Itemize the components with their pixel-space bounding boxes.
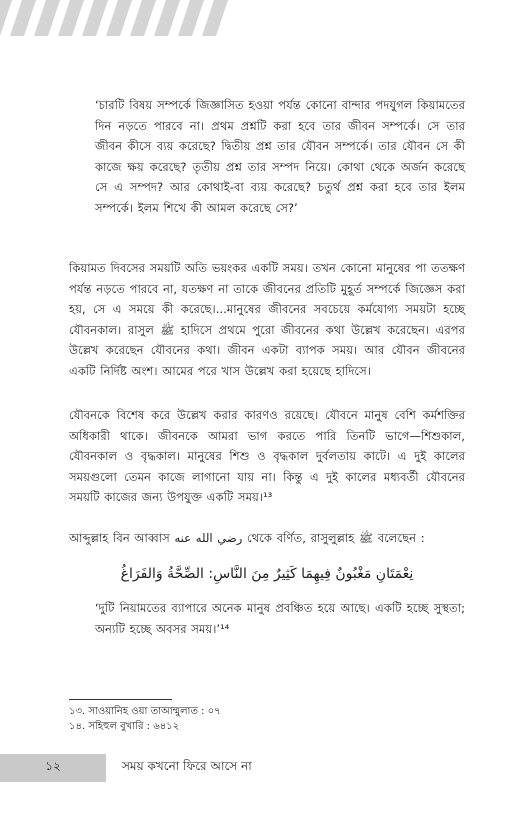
running-head: সময় কখনো ফিরে আসে না [122,759,252,773]
arabic-hadith: نِعْمَتَانِ مَغْبُونٌ فِيهِمَا كَثِيرٌ مِنَ النَّاسِ: الصِّحَّةُ وَالفَرَاغُ [120,566,414,582]
paragraph-3: আব্দুল্লাহ বিন আব্বাস رضي الله عنه থেকে বর্ণিত, রাসুলুল্লাহ ﷺ বলেছেন : [69,531,425,545]
page-footer [0,754,528,782]
paragraph-2: যৌবনকে বিশেষ করে উল্লেখ করার কারণও রয়েছে। যৌবনে মানুষ বেশি কর্মশক্তির অধিকারী থাকে। জীবনকে আমরা ভাগ করতে পারি তিনটি ভাগে—শিশুকাল, যৌবনকাল ও বৃদ্ধকাল। মানুষের শিশু ও বৃদ্ধকাল দুর্বলতায় কাটে। এ দুই কালের সময়গুলো তেমন কাজে লাগানো যায় না। কিন্তু এ দুই কালের মধ্যবর্তী যৌবনের সময়টি কাজের জন্য উপযুক্ত একটি সময়।¹³ [69,408,465,505]
footnote-divider [69,699,172,700]
hadith-quote-2: ‘দুটি নিয়ামতের ব্যাপারে অনেক মানুষ প্রবঞ্চিত হয়ে আছে। একটি হচ্ছে সুস্থতা; অন্যটি হচ্ছে অবসর সময়।’¹⁴ [95,601,465,636]
footnote-14: ১৪. সহিহুল বুখারি : ৬৪১২ [69,721,180,732]
footnote-13: ১৩. সাওয়ানিহ ওয়া তাআম্মুলাত : ০৭ [69,706,221,717]
hadith-quote-1: ‘চারটি বিষয় সম্পর্কে জিজ্ঞাসিত হওয়া পর্যন্ত কোনো বান্দার পদযুগল কিয়ামতের দিন নড়তে পারবে না। প্রথম প্রশ্নটি করা হবে তার জীবন সম্পর্কে। সে তার জীবন কীসে ব্যয় করেছে? দ্বিতীয় প্রশ্ন তার যৌবন সম্পর্কে। তার যৌবন সে কী কাজে ক্ষয় করেছে? তৃতীয় প্রশ্ন তার সম্পদ নিয়ে। কোথা থেকে অর্জন করেছে সে এ সম্পদ? আর কোথাই-বা ব্যয় করেছে? চতুর্থ প্রশ্ন করা হবে তার ইলম সম্পর্কে। ইলম শিখে কী আমল করেছে সে?’ [95,98,465,215]
decorative-stripes [0,0,250,36]
page-number: ১২ [0,754,106,782]
paragraph-1: কিয়ামত দিবসের সময়টি অতি ভয়ংকর একটি সময়। তখন কোনো মানুষের পা ততক্ষণ পর্যন্ত নড়তে পারবে না, যতক্ষণ না তাকে জীবনের প্রতিটি মুহূর্ত সম্পর্কে জিজ্ঞেস করা হয়, সে এ সময়ে কী করেছে।...মানুষের জীবনের সবচেয়ে কর্মযোগ্য সময়টা হচ্ছে যৌবনকাল। রাসুল ﷺ হাদিসে প্রথমে পুরো জীবনের কথা উল্লেখ করেছেন। এরপর উল্লেখ করেছেন যৌবনের কথা। জীবন একটা ব্যাপক সময়। আর যৌবন জীবনের একটি নির্দিষ্ট অংশ। আমের পরে খাস উল্লেখ করা হয়েছে হাদিসে। [69,261,465,378]
